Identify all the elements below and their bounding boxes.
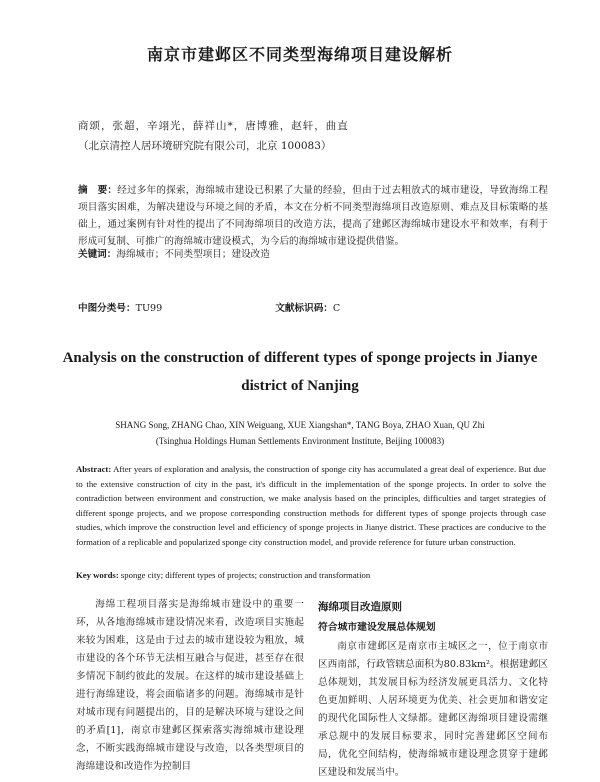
english-title-line-1: Analysis on the construction of different types of sponge projects in Jianye <box>62 350 538 366</box>
english-keywords <box>76 570 370 580</box>
section-heading: 海绵项目改造原则 <box>318 601 402 613</box>
english-title-line-2: district of Nanjing <box>241 378 359 394</box>
english-abstract <box>76 462 546 549</box>
english-title <box>0 344 600 400</box>
body-right-paragraph: 南京市建邺区是南京市主城区之一，位于南京市区西南部，行政管辖总面积为80.83km²。根据建邺区总体规划，其发展目标为经济发展更具活力、文化特色更加鲜明、人居环境更为优美、社会更加和谐安定的现代化国际性人文绿都。建邺区海绵项目建设需继承总规中的发展目标要求，同时完善建邺区空间布局，优化空间结构，使海绵城市建设理念贯穿于建邺区建设和发展当中。 <box>318 641 548 778</box>
chinese-abstract <box>78 182 548 250</box>
english-affiliation: (Tsinghua Holdings Human Settlements Environment Institute, Beijing 100083) <box>155 436 445 446</box>
subsection-heading: 符合城市建设发展总体规划 <box>318 622 436 633</box>
english-keywords-text: sponge city; different types of projects; construction and transformation <box>120 570 371 580</box>
classification-line <box>78 300 340 314</box>
class-number-label: 中图分类号： <box>78 303 136 314</box>
chinese-keywords <box>78 246 270 260</box>
english-abstract-label: Abstract: <box>76 464 112 474</box>
class-number-value: TU99 <box>135 303 163 314</box>
chinese-keywords-label: 关键词： <box>78 249 117 260</box>
body-left-column: 海绵工程项目落实是海绵城市建设中的重要一环，从各地海绵城市建设情况来看，改造项目实施起来较为困难，这是由于过去的城市建设较为粗放，城市建设的各个环节无法相互融合与促进，甚至存在很多情况下制约彼此的发展。在这样的城市建设基础上进行海绵建设，将会面临诸多的问题。海绵城市是针对城市现有问题提出的，目的是解决环境与建设之间的矛盾[1]，南京市建邺区探索落实海绵城市建设理念，不断实践海绵城市建设与改造，以各类型项目的海绵建设和改造作为控制目 <box>76 599 304 772</box>
chinese-abstract-text: 经过多年的探索，海绵城市建设已积累了大量的经验，但由于过去粗放式的城市建设，导致海绵工程项目落实困难，为解决建设与环境之间的矛盾，本文在分析不同类型海绵项目改造原则、难点及目标策略的基础上，通过案例有针对性的提出了不同海绵项目的改造方法，提高了建邺区海绵城市建设水平和效率，有利于形成可复制、可推广的海绵城市建设模式，为今后的海绵城市建设提供借鉴。 <box>78 185 549 247</box>
english-authors: SHANG Song, ZHANG Chao, XIN Weiguang, XUE Xiangshan*, TANG Boya, ZHAO Xuan, QU Zhi <box>115 420 485 430</box>
chinese-authors: 商颂，张超，辛翊光，薛祥山*，唐博雅，赵轩，曲直 <box>78 120 349 132</box>
english-keywords-label: Key words: <box>76 570 119 580</box>
chinese-affiliation: （北京清控人居环境研究院有限公司，北京 100083） <box>78 140 332 152</box>
chinese-keywords-text: 海绵城市；不同类型项目；建设改造 <box>116 249 270 260</box>
doc-code-label: 文献标识码： <box>275 303 333 314</box>
doc-code-value: C <box>332 303 341 314</box>
chinese-abstract-label: 摘 要： <box>78 185 118 196</box>
english-abstract-text: After years of exploration and analysis, the construction of sponge city has accumulated a great deal of experience. But due to the extensive construction of city in the past, it's difficult in the implementation of the sponge projects. In order to solve the contradiction between environment and construction, we make analysis based on the principles, difficulties and target strategies of different sponge projects, and we propose corresponding construction methods for different types of sponge projects through case studies, which improve the construction level and efficiency of sponge projects in Jianye district. These practices are conducive to the formation of a replicable and popularized sponge city construction model, and provide reference for future urban construction. <box>76 464 546 547</box>
chinese-title: 南京市建邺区不同类型海绵项目建设解析 <box>146 45 453 64</box>
body-right-column <box>318 596 548 782</box>
